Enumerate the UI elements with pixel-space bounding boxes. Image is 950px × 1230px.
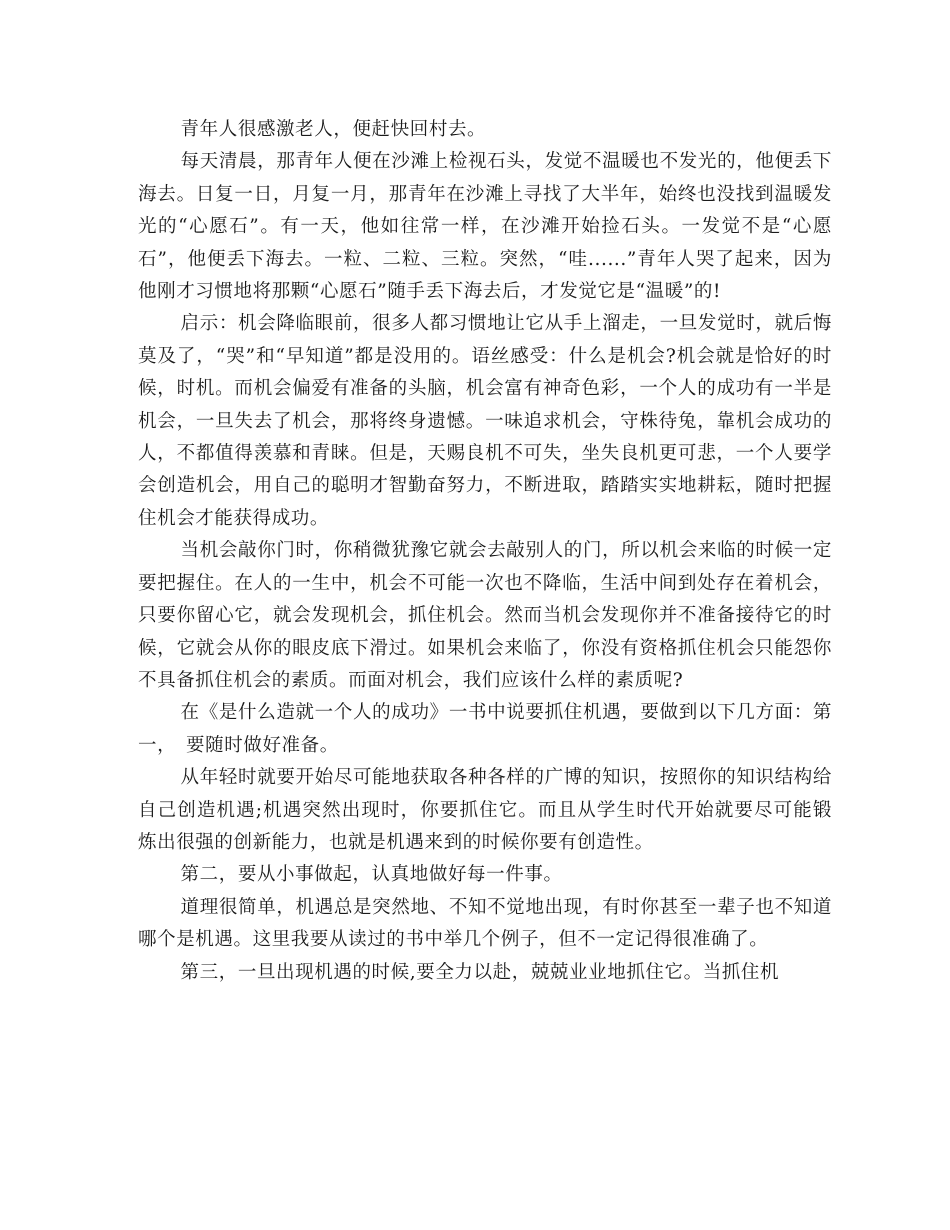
paragraph: 启示：机会降临眼前，很多人都习惯地让它从手上溜走，一旦发觉时，就后悔莫及了，“哭”和“早知道”都是没用的。语丝感受：什么是机会?机会就是恰好的时候，时机。而机会偏爱有准备的头脑，机会富有神奇色彩，一个人的成功有一半是机会，一旦失去了机会，那将终身遗憾。一味追求机会，守株待兔，靠机会成功的人，不都值得羡慕和青睐。但是，天赐良机不可失，坐失良机更可悲，一个人要学会创造机会，用自己的聪明才智勤奋努力，不断进取，踏踏实实地耕耘，随时把握住机会才能获得成功。	[138, 313, 832, 529]
paragraph: 每天清晨，那青年人便在沙滩上检视石头，发觉不温暖也不发光的，他便丢下海去。日复一日，月复一月，那青年在沙滩上寻找了大半年，始终也没找到温暖发光的“心愿石”。有一天，他如往常一样，在沙滩开始捡石头。一发觉不是“心愿石”，他便丢下海去。一粒、二粒、三粒。突然，“哇......”青年人哭了起来，因为他刚才习惯地将那颗“心愿石”随手丢下海去后，才发觉它是“温暖”的!	[138, 151, 832, 303]
paragraph: 在《是什么造就一个人的成功》一书中说要抓住机遇，要做到以下几方面：第一， 要随时做好准备。	[138, 702, 832, 756]
paragraph: 从年轻时就要开始尽可能地获取各种各样的广博的知识，按照你的知识结构给自己创造机遇;机遇突然出现时，你要抓住它。而且从学生时代开始就要尽可能锻炼出很强的创新能力，也就是机遇来到的时候你要有创造性。	[138, 767, 832, 853]
document-body	[138, 114, 832, 989]
paragraph: 第三，一旦出现机遇的时候,要全力以赴，兢兢业业地抓住它。当抓住机	[180, 961, 780, 983]
paragraph: 青年人很感激老人，便赶快回村去。	[180, 119, 487, 140]
paragraph: 道理很简单，机遇总是突然地、不知不觉地出现，有时你甚至一辈子也不知道哪个是机遇。这里我要从读过的书中举几个例子，但不一定记得很准确了。	[138, 896, 832, 951]
paragraph: 第二，要从小事做起，认真地做好每一件事。	[180, 864, 563, 886]
paragraph: 当机会敲你门时，你稍微犹豫它就会去敲别人的门，所以机会来临的时候一定要把握住。在人的一生中，机会不可能一次也不降临，生活中间到处存在着机会，只要你留心它，就会发现机会，抓住机会。然而当机会发现你并不准备接待它的时候，它就会从你的眼皮底下滑过。如果机会来临了，你没有资格抓住机会只能怨你不具备抓住机会的素质。而面对机会，我们应该什么样的素质呢?	[138, 540, 832, 691]
